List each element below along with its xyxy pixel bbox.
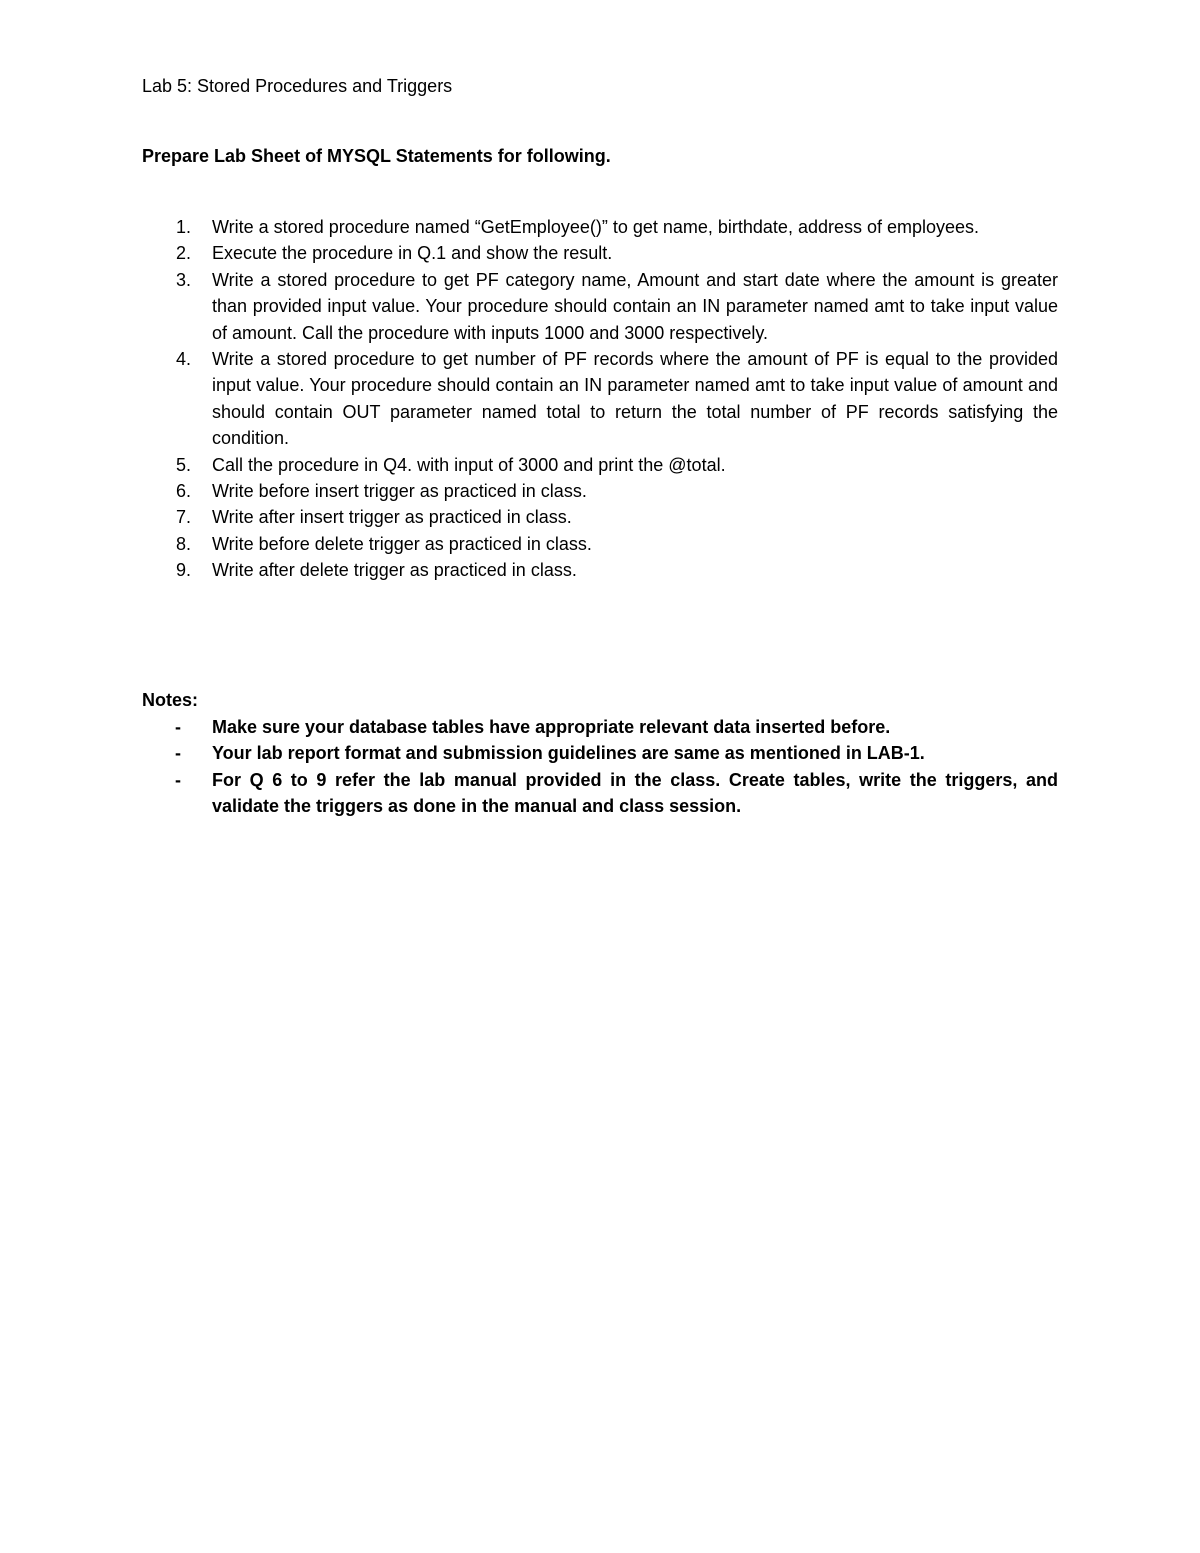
list-item-number: 7. <box>176 507 192 528</box>
list-item <box>142 504 1058 530</box>
list-item <box>142 478 1058 504</box>
list-item-text: Write after insert trigger as practiced in class. <box>212 507 572 528</box>
document-header: Lab 5: Stored Procedures and Triggers <box>142 76 453 96</box>
list-item-text: Write before insert trigger as practiced in class. <box>212 481 587 502</box>
notes-list <box>142 714 1058 820</box>
note-text: Your lab report format and submission guidelines are same as mentioned in LAB-1. <box>212 743 925 764</box>
note-text: Make sure your database tables have appropriate relevant data inserted before. <box>212 717 891 737</box>
dash-bullet-icon: - <box>175 717 181 737</box>
list-item-number: 8. <box>176 533 192 554</box>
list-item <box>142 346 1058 452</box>
list-item <box>142 531 1058 557</box>
dash-bullet-icon: - <box>175 769 181 790</box>
list-item-number: 2. <box>176 243 192 264</box>
list-item-text: Write a stored procedure to get number of PF records where the amount of PF is equal to the provided input value. Your procedure should contain an IN parameter named amt to take input value of amount and should contain OUT parameter named total to return the total number of PF records satisfying the condition. <box>212 349 1058 449</box>
task-list <box>142 214 1058 584</box>
list-item-number: 1. <box>176 217 192 237</box>
list-item-number: 6. <box>176 481 192 502</box>
list-item-text: Write a stored procedure to get PF category name, Amount and start date where the amount is greater than provided input value. Your procedure should contain an IN parameter named amt to take input value of amount. Call the procedure with inputs 1000 and 3000 respectively. <box>212 269 1058 343</box>
list-item-text: Write before delete trigger as practiced in class. <box>212 533 592 554</box>
list-item-number: 5. <box>176 454 192 475</box>
list-item-number: 4. <box>176 349 192 370</box>
list-item <box>142 240 1058 266</box>
list-item-text: Write after delete trigger as practiced in class. <box>212 560 577 581</box>
dash-bullet-icon: - <box>175 743 181 764</box>
document-heading: Prepare Lab Sheet of MYSQL Statements for following. <box>142 146 611 166</box>
list-item <box>142 557 1058 583</box>
list-item <box>142 267 1058 346</box>
note-item <box>142 714 1058 740</box>
list-item-number: 3. <box>176 269 192 290</box>
note-text: For Q 6 to 9 refer the lab manual provided in the class. Create tables, write the triggers, and validate the triggers as done in the manual and class session. <box>212 769 1058 817</box>
list-item <box>142 452 1058 478</box>
list-item-text: Execute the procedure in Q.1 and show the result. <box>212 243 613 264</box>
note-item <box>142 740 1058 766</box>
list-item-number: 9. <box>176 560 192 581</box>
note-item <box>142 767 1058 820</box>
list-item-text: Write a stored procedure named “GetEmployee()” to get name, birthdate, address of employees. <box>212 217 980 237</box>
list-item <box>142 214 1058 240</box>
notes-heading: Notes: <box>142 690 199 710</box>
list-item-text: Call the procedure in Q4. with input of 3000 and print the @total. <box>212 454 726 475</box>
